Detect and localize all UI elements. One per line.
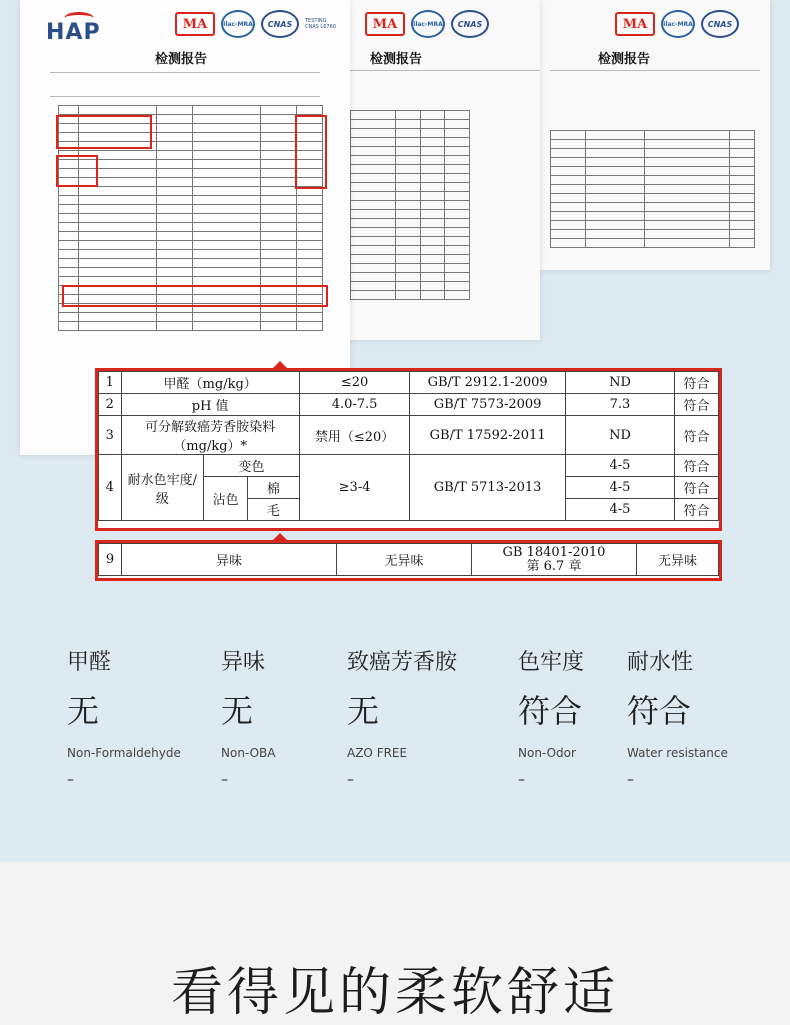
feature-subtitle: Water resistance bbox=[627, 746, 728, 760]
highlight-box bbox=[56, 115, 152, 149]
verdict: 符合 bbox=[675, 416, 719, 455]
test-result: 4-5 bbox=[565, 477, 674, 499]
feature-dash: – bbox=[221, 772, 228, 788]
verdict: 符合 bbox=[675, 477, 719, 499]
verdict: 符合 bbox=[675, 394, 719, 416]
table-row bbox=[99, 416, 719, 455]
table-row bbox=[99, 455, 719, 477]
feature-title: 色牢度 bbox=[518, 650, 585, 675]
test-result: ND bbox=[565, 372, 674, 394]
verdict: 符合 bbox=[675, 499, 719, 521]
requirement: 无异味 bbox=[337, 544, 472, 576]
report-page-right bbox=[540, 0, 770, 270]
cert-badges bbox=[365, 10, 489, 38]
row-number: 2 bbox=[99, 394, 122, 416]
test-method: GB 18401-2010 第 6.7 章 bbox=[472, 544, 637, 576]
sub-item: 变色 bbox=[204, 455, 300, 477]
testing-label: TESTING CNAS L6760 bbox=[305, 18, 336, 30]
test-result: 7.3 bbox=[565, 394, 674, 416]
row-number: 4 bbox=[99, 455, 122, 521]
test-item: 异味 bbox=[122, 544, 337, 576]
cnas-badge-icon: CNAS bbox=[261, 10, 299, 38]
feature-value: 无 bbox=[347, 692, 380, 730]
table-row bbox=[99, 394, 719, 416]
sub-item: 毛 bbox=[248, 499, 300, 521]
ilac-badge-icon: ilac-MRA bbox=[221, 10, 255, 38]
highlight-box bbox=[56, 155, 98, 187]
zoomed-table-main bbox=[95, 368, 722, 531]
highlight-box bbox=[62, 285, 328, 307]
requirement: 禁用（≤20） bbox=[299, 416, 410, 455]
feature-dash: – bbox=[518, 772, 525, 788]
feature-title: 甲醛 bbox=[67, 650, 112, 675]
feature-title: 致癌芳香胺 bbox=[347, 650, 458, 675]
test-method: GB/T 5713-2013 bbox=[410, 455, 565, 521]
feature-colorfastness bbox=[518, 645, 584, 788]
table-row bbox=[99, 372, 719, 394]
divider bbox=[50, 72, 320, 73]
test-item: pH 值 bbox=[121, 394, 299, 416]
ilac-badge-icon: ilac-MRA bbox=[411, 10, 445, 38]
feature-azo bbox=[347, 645, 457, 788]
test-method: GB/T 2912.1-2009 bbox=[410, 372, 565, 394]
requirement: ≥3-4 bbox=[299, 455, 410, 521]
highlight-box bbox=[295, 115, 327, 189]
requirement: ≤20 bbox=[299, 372, 410, 394]
report-page-middle bbox=[350, 0, 540, 340]
pointer-arrow-icon bbox=[273, 533, 287, 540]
verdict: 符合 bbox=[675, 372, 719, 394]
ilac-badge-icon: ilac-MRA bbox=[661, 10, 695, 38]
verdict: 符合 bbox=[675, 455, 719, 477]
cert-badges bbox=[615, 10, 739, 38]
report-table-middle bbox=[350, 110, 470, 300]
row-number: 1 bbox=[99, 372, 122, 394]
feature-subtitle: Non-Odor bbox=[518, 746, 576, 760]
report-title: 检测报告 bbox=[370, 52, 423, 67]
feature-water-resistance bbox=[627, 645, 728, 788]
sub-item: 棉 bbox=[248, 477, 300, 499]
ma-badge-icon: MA bbox=[365, 12, 405, 36]
feature-value: 符合 bbox=[518, 692, 583, 730]
test-result: 4-5 bbox=[565, 499, 674, 521]
pointer-arrow-icon bbox=[273, 361, 287, 368]
cert-badges bbox=[175, 10, 336, 38]
hap-logo-icon: HAP bbox=[46, 20, 101, 45]
section-heading: 看得见的柔软舒适 bbox=[170, 963, 619, 1023]
feature-formaldehyde bbox=[67, 645, 181, 788]
report-title: 检测报告 bbox=[598, 52, 651, 67]
report-title: 检测报告 bbox=[155, 52, 208, 67]
feature-subtitle: Non-Formaldehyde bbox=[67, 746, 181, 760]
ma-badge-icon: MA bbox=[175, 12, 215, 36]
test-item: 可分解致癌芳香胺染料（mg/kg）* bbox=[121, 416, 299, 455]
feature-odor bbox=[221, 645, 275, 788]
report-table-right bbox=[550, 130, 755, 248]
divider bbox=[550, 70, 760, 71]
cnas-badge-icon: CNAS bbox=[701, 10, 739, 38]
test-item: 甲醛（mg/kg） bbox=[121, 372, 299, 394]
row-number: 3 bbox=[99, 416, 122, 455]
feature-subtitle: AZO FREE bbox=[347, 746, 408, 760]
divider bbox=[350, 70, 540, 71]
test-result: 4-5 bbox=[565, 455, 674, 477]
table-row bbox=[99, 544, 719, 576]
feature-value: 无 bbox=[67, 692, 100, 730]
test-result: ND bbox=[565, 416, 674, 455]
test-item: 耐水色牢度/级 bbox=[121, 455, 204, 521]
cnas-badge-icon: CNAS bbox=[451, 10, 489, 38]
test-result: 无异味 bbox=[637, 544, 719, 576]
divider bbox=[50, 96, 320, 97]
feature-subtitle: Non-OBA bbox=[221, 746, 276, 760]
feature-dash: – bbox=[67, 772, 74, 788]
zoomed-table-odor bbox=[95, 540, 722, 581]
feature-title: 耐水性 bbox=[627, 650, 694, 675]
feature-value: 无 bbox=[221, 692, 254, 730]
ma-badge-icon: MA bbox=[615, 12, 655, 36]
feature-value: 符合 bbox=[627, 692, 692, 730]
feature-dash: – bbox=[347, 772, 354, 788]
feature-title: 异味 bbox=[221, 650, 266, 675]
requirement: 4.0-7.5 bbox=[299, 394, 410, 416]
sub-item: 沾色 bbox=[204, 477, 248, 521]
feature-dash: – bbox=[627, 772, 634, 788]
test-method: GB/T 17592-2011 bbox=[410, 416, 565, 455]
row-number: 9 bbox=[99, 544, 122, 576]
test-method: GB/T 7573-2009 bbox=[410, 394, 565, 416]
